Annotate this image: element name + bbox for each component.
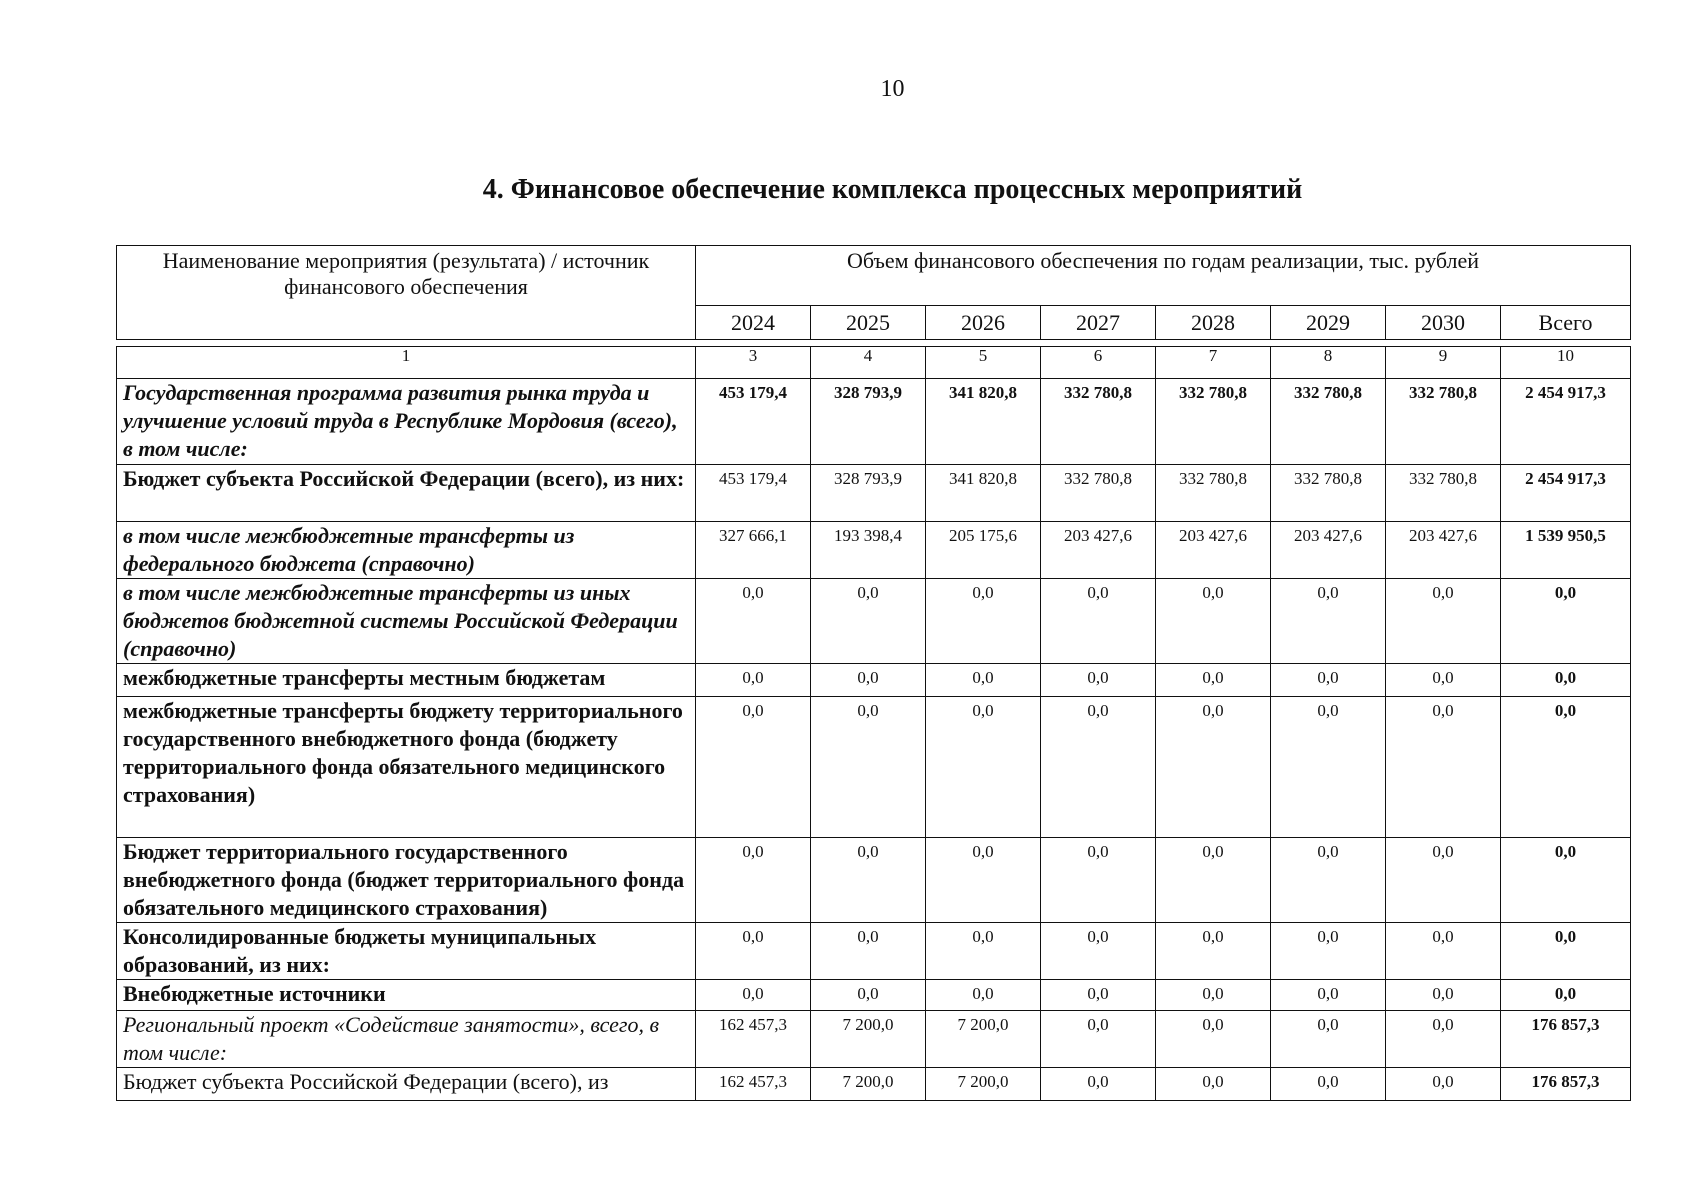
cell-total: 176 857,3 (1501, 1068, 1631, 1101)
row-label: Региональный проект «Содействие занятости», всего, в том числе: (117, 1011, 696, 1068)
year-header: 2030 (1386, 306, 1501, 340)
cell-value: 0,0 (1386, 579, 1501, 664)
cell-value: 0,0 (696, 697, 811, 838)
cell-value: 0,0 (1156, 1068, 1271, 1101)
cell-value: 0,0 (926, 923, 1041, 980)
cell-value: 0,0 (696, 664, 811, 697)
cell-value: 0,0 (811, 697, 926, 838)
cell-value: 205 175,6 (926, 522, 1041, 579)
cell-value: 0,0 (811, 664, 926, 697)
cell-total: 0,0 (1501, 579, 1631, 664)
total-header: Всего (1501, 306, 1631, 340)
cell-value: 0,0 (1041, 579, 1156, 664)
table-row (117, 522, 1631, 579)
cell-value: 0,0 (926, 838, 1041, 923)
row-label: Государственная программа развития рынка труда и улучшение условий труда в Республике Мордовия (всего), в том числе: (117, 379, 696, 465)
table-row (117, 1011, 1631, 1068)
page-number: 10 (880, 76, 905, 102)
cell-value: 0,0 (926, 697, 1041, 838)
cell-value: 7 200,0 (926, 1068, 1041, 1101)
year-header: 2025 (811, 306, 926, 340)
year-header: 2029 (1271, 306, 1386, 340)
cell-value: 203 427,6 (1156, 522, 1271, 579)
row-label: межбюджетные трансферты местным бюджетам (117, 664, 696, 697)
cell-value: 0,0 (696, 579, 811, 664)
cell-value: 0,0 (1041, 980, 1156, 1011)
cell-value: 0,0 (811, 838, 926, 923)
year-header: 2026 (926, 306, 1041, 340)
cell-value: 0,0 (1386, 923, 1501, 980)
column-number: 8 (1271, 347, 1386, 379)
cell-value: 0,0 (1386, 1068, 1501, 1101)
table-row (117, 1068, 1631, 1101)
cell-value: 0,0 (811, 579, 926, 664)
cell-value: 162 457,3 (696, 1068, 811, 1101)
cell-value: 7 200,0 (926, 1011, 1041, 1068)
table-row (117, 980, 1631, 1011)
row-label: в том числе межбюджетные трансферты из федерального бюджета (справочно) (117, 522, 696, 579)
cell-value: 0,0 (1386, 838, 1501, 923)
cell-value: 332 780,8 (1041, 379, 1156, 465)
row-label: Консолидированные бюджеты муниципальных образований, из них: (117, 923, 696, 980)
cell-value: 332 780,8 (1041, 465, 1156, 522)
cell-total: 176 857,3 (1501, 1011, 1631, 1068)
cell-value: 0,0 (1156, 579, 1271, 664)
cell-value: 0,0 (1386, 664, 1501, 697)
cell-total: 0,0 (1501, 664, 1631, 697)
column-number: 10 (1501, 347, 1631, 379)
cell-value: 0,0 (1271, 664, 1386, 697)
cell-value: 0,0 (696, 838, 811, 923)
cell-total: 0,0 (1501, 697, 1631, 838)
cell-value: 0,0 (1271, 838, 1386, 923)
cell-value: 0,0 (1271, 923, 1386, 980)
cell-value: 0,0 (1041, 1011, 1156, 1068)
cell-value: 332 780,8 (1156, 379, 1271, 465)
column-number: 9 (1386, 347, 1501, 379)
cell-value: 0,0 (1156, 697, 1271, 838)
cell-value: 0,0 (926, 980, 1041, 1011)
cell-value: 0,0 (1041, 664, 1156, 697)
column-header-name: Наименование мероприятия (результата) / источник финансового обеспечения (117, 246, 696, 340)
cell-value: 332 780,8 (1156, 465, 1271, 522)
column-number: 3 (696, 347, 811, 379)
cell-value: 332 780,8 (1386, 379, 1501, 465)
year-header: 2024 (696, 306, 811, 340)
cell-value: 0,0 (696, 980, 811, 1011)
cell-value: 0,0 (1156, 838, 1271, 923)
column-group-header: Объем финансового обеспечения по годам реализации, тыс. рублей (696, 246, 1631, 306)
cell-value: 162 457,3 (696, 1011, 811, 1068)
cell-value: 341 820,8 (926, 379, 1041, 465)
year-header: 2028 (1156, 306, 1271, 340)
column-number: 7 (1156, 347, 1271, 379)
table-row (117, 664, 1631, 697)
cell-value: 0,0 (1156, 980, 1271, 1011)
cell-value: 453 179,4 (696, 379, 811, 465)
cell-value: 327 666,1 (696, 522, 811, 579)
section-title: 4. Финансовое обеспечение комплекса процессных мероприятий (482, 174, 1303, 205)
cell-value: 0,0 (1271, 1011, 1386, 1068)
cell-total: 0,0 (1501, 980, 1631, 1011)
cell-value: 328 793,9 (811, 379, 926, 465)
cell-value: 0,0 (1156, 1011, 1271, 1068)
column-number: 5 (926, 347, 1041, 379)
cell-value: 0,0 (1041, 1068, 1156, 1101)
cell-value: 341 820,8 (926, 465, 1041, 522)
cell-value: 332 780,8 (1271, 379, 1386, 465)
cell-total: 0,0 (1501, 838, 1631, 923)
cell-value: 332 780,8 (1386, 465, 1501, 522)
cell-total: 2 454 917,3 (1501, 379, 1631, 465)
row-label: Бюджет территориального государственного внебюджетного фонда (бюджет территориального фонда обязательного медицинского страхования) (117, 838, 696, 923)
cell-value: 0,0 (1041, 838, 1156, 923)
table-row (117, 697, 1631, 838)
table-row (117, 838, 1631, 923)
cell-value: 7 200,0 (811, 1068, 926, 1101)
cell-value: 0,0 (1041, 697, 1156, 838)
cell-value: 0,0 (1271, 579, 1386, 664)
cell-value: 203 427,6 (1271, 522, 1386, 579)
cell-value: 453 179,4 (696, 465, 811, 522)
year-header: 2027 (1041, 306, 1156, 340)
column-number: 6 (1041, 347, 1156, 379)
row-label: Бюджет субъекта Российской Федерации (всего), из них: (117, 465, 696, 522)
cell-value: 0,0 (1156, 923, 1271, 980)
cell-value: 0,0 (1386, 980, 1501, 1011)
table-row (117, 379, 1631, 465)
cell-value: 0,0 (1386, 697, 1501, 838)
table-row (117, 923, 1631, 980)
column-numbers-row (117, 347, 1631, 379)
row-label: в том числе межбюджетные трансферты из иных бюджетов бюджетной системы Российской Федерации (справочно) (117, 579, 696, 664)
column-number: 4 (811, 347, 926, 379)
cell-total: 1 539 950,5 (1501, 522, 1631, 579)
cell-value: 0,0 (926, 664, 1041, 697)
column-number: 1 (117, 347, 696, 379)
cell-value: 0,0 (1386, 1011, 1501, 1068)
table-row (117, 465, 1631, 522)
cell-value: 193 398,4 (811, 522, 926, 579)
row-label: Бюджет субъекта Российской Федерации (всего), из (117, 1068, 696, 1101)
cell-value: 0,0 (811, 980, 926, 1011)
cell-value: 0,0 (811, 923, 926, 980)
cell-total: 2 454 917,3 (1501, 465, 1631, 522)
cell-value: 7 200,0 (811, 1011, 926, 1068)
cell-value: 0,0 (1041, 923, 1156, 980)
table-row (117, 579, 1631, 664)
table-header (116, 245, 1631, 340)
cell-value: 0,0 (1156, 664, 1271, 697)
cell-value: 0,0 (1271, 980, 1386, 1011)
cell-value: 203 427,6 (1041, 522, 1156, 579)
cell-value: 0,0 (1271, 697, 1386, 838)
row-label: межбюджетные трансферты бюджету территориального государственного внебюджетного фонда (бюджету территориального фонда обязательного медицинского страхования) (117, 697, 696, 838)
cell-value: 203 427,6 (1386, 522, 1501, 579)
cell-value: 0,0 (926, 579, 1041, 664)
cell-value: 0,0 (1271, 1068, 1386, 1101)
cell-value: 0,0 (696, 923, 811, 980)
cell-value: 332 780,8 (1271, 465, 1386, 522)
row-label: Внебюджетные источники (117, 980, 696, 1011)
finance-table (116, 346, 1631, 1101)
cell-total: 0,0 (1501, 923, 1631, 980)
cell-value: 328 793,9 (811, 465, 926, 522)
